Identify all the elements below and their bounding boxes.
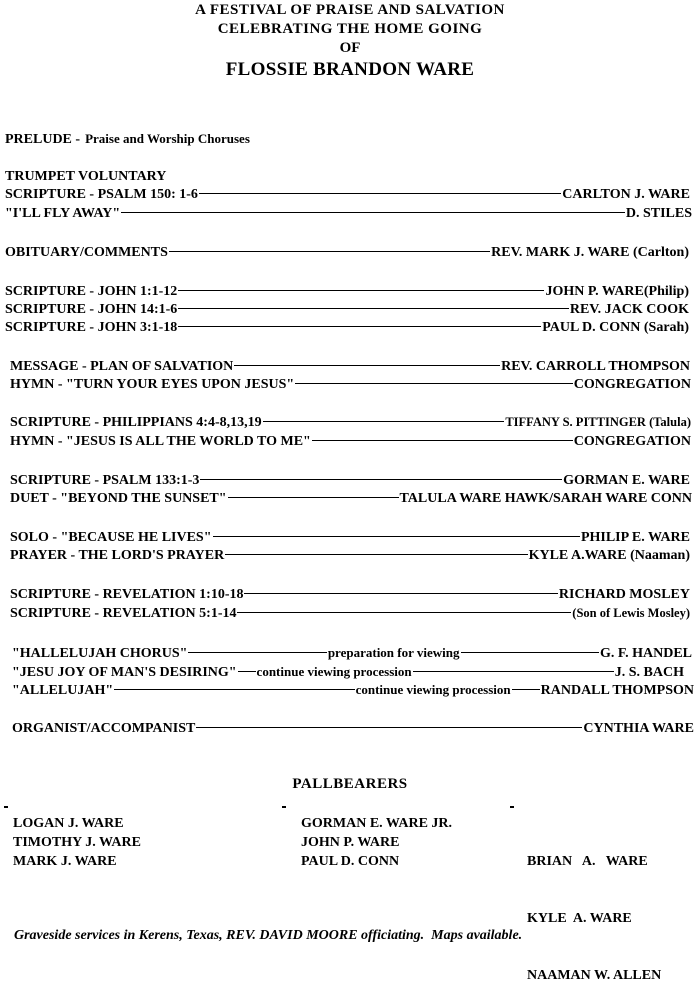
program-line — [10, 434, 691, 452]
program-participant: KYLE A.WARE (Naaman) — [528, 548, 690, 563]
scan-mark — [510, 806, 514, 808]
program-item: SCRIPTURE - REVELATION 1:10-18 — [10, 587, 244, 602]
leader-line — [199, 193, 561, 194]
program-item: PRAYER - THE LORD'S PRAYER — [10, 548, 225, 563]
leader-line — [413, 671, 614, 672]
program-line — [10, 473, 690, 491]
pallbearer-name: KYLE A. WARE — [527, 911, 632, 926]
leader-line — [263, 421, 505, 422]
program-item: OBITUARY/COMMENTS — [5, 245, 168, 260]
leader-line — [178, 326, 541, 327]
program-participant: GORMAN E. WARE — [563, 473, 690, 488]
program-item: SCRIPTURE - JOHN 1:1-12 — [5, 284, 178, 299]
program-item: HYMN - "JESUS IS ALL THE WORLD TO ME" — [10, 434, 311, 449]
program-item: "ALLELUJAH" — [12, 683, 114, 698]
program-line — [5, 302, 689, 320]
program-item: SCRIPTURE - PSALM 150: 1-6 — [5, 187, 198, 202]
program-participant: PAUL D. CONN (Sarah) — [542, 320, 689, 335]
leader-line — [196, 727, 582, 728]
program-note: continue viewing procession — [355, 682, 511, 697]
pallbearers-title: PALLBEARERS — [292, 776, 408, 792]
program-participant: RANDALL THOMPSON — [540, 683, 694, 698]
program-item: "I'LL FLY AWAY" — [5, 206, 121, 221]
pallbearer-name: NAAMAN W. ALLEN — [527, 968, 662, 983]
header-line-2: CELEBRATING THE HOME GOING — [217, 21, 483, 37]
prelude-detail: Praise and Worship Choruses — [85, 131, 250, 146]
scan-mark — [282, 806, 286, 808]
leader-line — [512, 689, 540, 690]
leader-line — [312, 440, 573, 441]
leader-line — [178, 290, 544, 291]
program-participant: CONGREGATION — [573, 377, 691, 392]
program-note: preparation for viewing — [327, 645, 460, 660]
program-item: "JESU JOY OF MAN'S DESIRING" — [12, 665, 237, 680]
leader-line — [178, 308, 569, 309]
program-participant: RICHARD MOSLEY — [558, 587, 690, 602]
program-participant: REV. CARROLL THOMPSON — [501, 359, 690, 374]
program-line — [10, 491, 692, 509]
program-item: SCRIPTURE - PHILIPPIANS 4:4-8,13,19 — [10, 415, 262, 430]
leader-line — [244, 593, 557, 594]
program-line — [5, 320, 689, 338]
program-line — [5, 245, 689, 263]
program-item: MESSAGE - PLAN OF SALVATION — [10, 359, 234, 374]
leader-line — [225, 554, 527, 555]
program-item: ORGANIST/ACCOMPANIST — [12, 721, 196, 736]
leader-line — [169, 251, 490, 252]
pallbearers-column-3 — [527, 814, 661, 1004]
pallbearers-column-2 — [301, 814, 452, 871]
program-participant: TIFFANY S. PITTINGER (Talula) — [505, 415, 691, 429]
footer-note: Graveside services in Kerens, Texas, REV. DAVID MOORE officiating. Maps available. — [14, 928, 523, 943]
leader-line — [295, 383, 573, 384]
program-participant: CARLTON J. WARE — [562, 187, 690, 202]
leader-line — [121, 212, 625, 213]
program-item: SCRIPTURE - JOHN 14:1-6 — [5, 302, 178, 317]
leader-line — [237, 612, 571, 613]
honoree-name: FLOSSIE BRANDON WARE — [225, 59, 475, 80]
pallbearer-name: LOGAN J. WARE — [13, 816, 124, 831]
pallbearer-name: BRIAN A. WARE — [527, 854, 648, 869]
header-line-1: A FESTIVAL OF PRAISE AND SALVATION — [195, 2, 505, 18]
program-line — [5, 284, 689, 302]
scan-mark — [4, 806, 8, 808]
program-item: "HALLELUJAH CHORUS" — [12, 646, 188, 661]
leader-line — [228, 497, 399, 498]
program-participant: REV. MARK J. WARE (Carlton) — [491, 245, 689, 260]
program-line — [10, 415, 691, 433]
program-line — [10, 377, 691, 395]
prelude-label: PRELUDE - — [5, 132, 81, 147]
program-line — [5, 206, 692, 224]
program-participant: PHILIP E. WARE — [580, 530, 690, 545]
program-participant: D. STILES — [625, 206, 692, 221]
program-line — [10, 587, 690, 605]
program-line — [10, 530, 690, 548]
leader-line — [200, 479, 562, 480]
program-item: SCRIPTURE - PSALM 133:1-3 — [10, 473, 200, 488]
leader-line — [234, 365, 500, 366]
program-line — [10, 548, 690, 566]
program-note: continue viewing procession — [256, 664, 412, 679]
program-item: DUET - "BEYOND THE SUNSET" — [10, 491, 227, 506]
program-participant: J. S. BACH — [614, 665, 684, 680]
program-line — [12, 682, 694, 700]
leader-line — [238, 671, 256, 672]
pallbearer-name: PAUL D. CONN — [301, 854, 400, 869]
program-line — [12, 664, 684, 682]
program-participant: REV. JACK COOK — [569, 302, 689, 317]
program-participant: JOHN P. WARE(Philip) — [545, 284, 689, 299]
program-participant: CONGREGATION — [573, 434, 691, 449]
program-line — [5, 169, 166, 187]
program-item: SOLO - "BECAUSE HE LIVES" — [10, 530, 212, 545]
pallbearer-name: MARK J. WARE — [13, 854, 117, 869]
program-participant: (Son of Lewis Mosley) — [572, 606, 690, 620]
leader-line — [114, 689, 354, 690]
pallbearer-name: TIMOTHY J. WARE — [13, 835, 141, 850]
prelude-line — [5, 131, 250, 149]
program-item: HYMN - "TURN YOUR EYES UPON JESUS" — [10, 377, 295, 392]
program-item: SCRIPTURE - JOHN 3:1-18 — [5, 320, 178, 335]
program-participant: CYNTHIA WARE — [583, 721, 694, 736]
leader-line — [461, 652, 599, 653]
program-item: SCRIPTURE - REVELATION 5:1-14 — [10, 606, 237, 621]
program-participant: G. F. HANDEL — [599, 646, 692, 661]
program-line — [12, 645, 692, 663]
pallbearers-column-1 — [13, 814, 141, 871]
pallbearer-name: JOHN P. WARE — [301, 835, 400, 850]
leader-line — [213, 536, 580, 537]
program-line — [10, 359, 690, 377]
leader-line — [188, 652, 326, 653]
program-line — [10, 606, 690, 624]
program-item: TRUMPET VOLUNTARY — [5, 169, 167, 184]
pallbearer-name: GORMAN E. WARE JR. — [301, 816, 453, 831]
program-participant: TALULA WARE HAWK/SARAH WARE CONN — [399, 491, 692, 506]
header-line-3: OF — [339, 40, 361, 56]
program-line — [12, 721, 694, 739]
program-line — [5, 187, 690, 205]
